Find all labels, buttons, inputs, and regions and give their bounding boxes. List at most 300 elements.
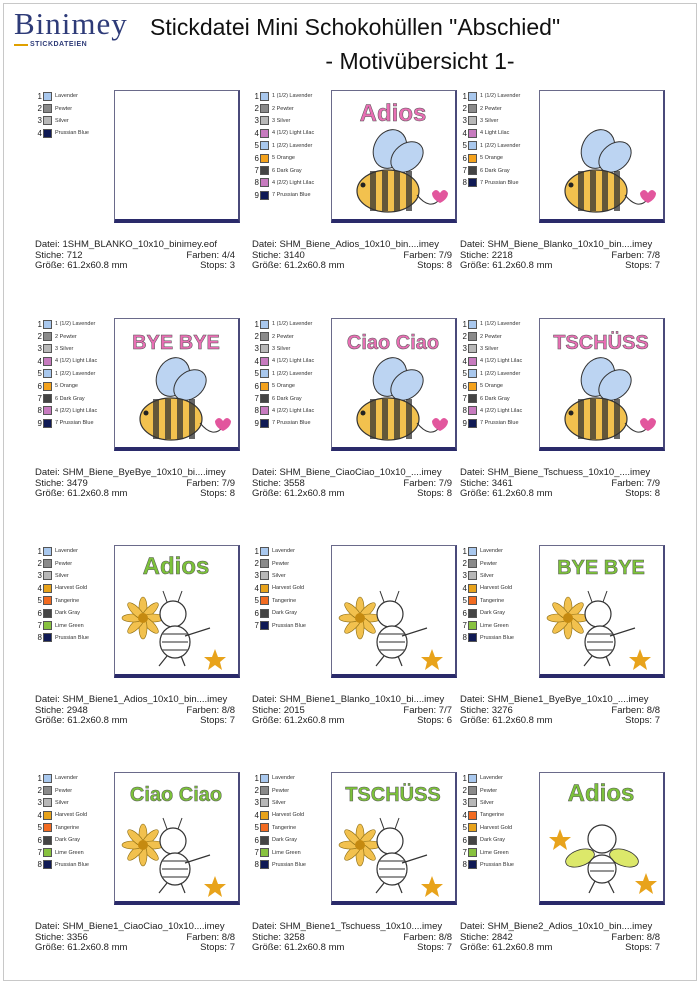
thread-swatch xyxy=(468,129,477,138)
thread-name: Harvest Gold xyxy=(272,585,305,592)
color-value: 7/8 xyxy=(646,249,660,261)
legend-row xyxy=(460,772,550,784)
datei-label: Datei: xyxy=(460,694,488,705)
legend-step-number: 2 xyxy=(37,104,42,114)
thread-swatch xyxy=(43,357,52,366)
thread-swatch xyxy=(260,92,269,101)
legend-row xyxy=(252,619,342,631)
stitch-value: 3258 xyxy=(283,931,305,943)
thread-swatch xyxy=(260,811,269,820)
thread-name: 1 (2/2) Lavender xyxy=(272,370,313,377)
stiche-label: Stiche: xyxy=(252,704,284,716)
legend-step-number: 6 xyxy=(462,835,467,845)
thread-name: Lime Green xyxy=(272,849,301,856)
embroidery-preview xyxy=(539,772,665,905)
thread-name: 7 Prussian Blue xyxy=(55,420,94,427)
legend-step-number: 5 xyxy=(462,369,467,379)
legend-step-number: 1 xyxy=(254,546,259,556)
stiche-label: Stiche: xyxy=(460,477,492,489)
stitch-value: 3461 xyxy=(491,477,513,489)
embroidery-preview xyxy=(331,772,457,905)
bee2-motif-illustration xyxy=(549,825,657,894)
file-info xyxy=(460,695,660,727)
size-row xyxy=(35,716,235,727)
legend-step-number: 7 xyxy=(254,848,259,858)
legend-row xyxy=(35,784,125,796)
legend-row xyxy=(35,859,125,871)
datei-label: Datei: xyxy=(35,921,63,932)
stops-label: Stops: xyxy=(625,488,655,499)
size-row xyxy=(460,261,660,272)
legend-row xyxy=(35,343,125,355)
thread-swatch xyxy=(468,178,477,187)
size-row xyxy=(252,489,452,500)
farben-label: Farben: xyxy=(186,931,222,943)
thread-swatch xyxy=(43,860,52,869)
thread-name: Lavender xyxy=(55,93,78,100)
thread-swatch xyxy=(260,836,269,845)
datei-label: Datei: xyxy=(460,239,488,250)
thread-swatch xyxy=(468,811,477,820)
thread-swatch xyxy=(260,394,269,403)
thread-swatch xyxy=(468,786,477,795)
thread-name: 4 (1/2) Light Lilac xyxy=(55,358,98,365)
stitch-value: 3356 xyxy=(66,931,88,943)
thread-swatch xyxy=(43,382,52,391)
legend-row xyxy=(460,570,550,582)
stitch-value: 3276 xyxy=(491,704,513,716)
thread-swatch xyxy=(43,129,52,138)
thread-name: Lavender xyxy=(480,548,503,555)
bee1-motif-illustration xyxy=(122,591,226,670)
legend-row xyxy=(35,330,125,342)
thread-name: Prussian Blue xyxy=(55,130,89,137)
legend-row xyxy=(252,102,342,114)
stops-value: 6 xyxy=(446,715,452,726)
file-name: SHM_Biene1_CiaoCiao_10x10....imey xyxy=(62,921,225,932)
thread-swatch xyxy=(468,571,477,580)
legend-step-number: 3 xyxy=(37,116,42,126)
legend-step-number: 9 xyxy=(462,418,467,428)
datei-label: Datei: xyxy=(460,921,488,932)
groesse-label: Größe: xyxy=(460,488,493,499)
legend-row xyxy=(252,772,342,784)
legend-step-number: 1 xyxy=(37,546,42,556)
legend-step-number: 1 xyxy=(462,546,467,556)
legend-row xyxy=(35,809,125,821)
thread-swatch xyxy=(468,357,477,366)
thread-swatch xyxy=(468,92,477,101)
legend-row xyxy=(252,405,342,417)
thread-name: 1 (1/2) Lavender xyxy=(480,93,521,100)
legend-step-number: 6 xyxy=(37,381,42,391)
thread-name: 4 (2/2) Light Lilac xyxy=(272,179,315,186)
thread-name: Pewter xyxy=(272,560,290,567)
legend-step-number: 1 xyxy=(37,773,42,783)
legend-row xyxy=(460,380,550,392)
legend-row xyxy=(252,189,342,201)
thread-name: Lavender xyxy=(480,775,503,782)
motif-preview-svg xyxy=(332,319,455,447)
thread-swatch xyxy=(260,344,269,353)
datei-label: Datei: xyxy=(460,467,488,478)
design-size xyxy=(252,716,344,727)
legend-row xyxy=(252,330,342,342)
thread-swatch xyxy=(468,860,477,869)
stops-value: 7 xyxy=(229,942,235,953)
datei-label: Datei: xyxy=(252,239,280,250)
farben-label: Farben: xyxy=(186,477,222,489)
bee1-motif-illustration xyxy=(339,591,443,670)
thread-swatch xyxy=(468,320,477,329)
groesse-label: Größe: xyxy=(252,260,285,271)
stops-label: Stops: xyxy=(625,260,655,271)
legend-step-number: 2 xyxy=(254,104,259,114)
thread-name: Harvest Gold xyxy=(480,824,513,831)
stitch-value: 2948 xyxy=(66,704,88,716)
thread-name: 3 Silver xyxy=(480,345,499,352)
legend-row xyxy=(460,809,550,821)
legend-row xyxy=(252,164,342,176)
thread-color-legend xyxy=(460,545,550,644)
legend-row xyxy=(35,772,125,784)
legend-row xyxy=(252,318,342,330)
color-value: 4/4 xyxy=(221,249,235,261)
farben-label: Farben: xyxy=(611,477,647,489)
legend-row xyxy=(252,368,342,380)
motif-preview-svg xyxy=(115,546,238,674)
thread-color-legend xyxy=(460,772,550,871)
groesse-label: Größe: xyxy=(35,942,68,953)
motif-preview-svg xyxy=(332,91,455,219)
bee1-motif-illustration xyxy=(122,818,226,897)
legend-row xyxy=(35,115,125,127)
size-row xyxy=(460,716,660,727)
thread-name: Silver xyxy=(480,799,494,806)
stops-value: 8 xyxy=(654,488,660,499)
thread-name: 6 Dark Gray xyxy=(272,395,302,402)
legend-step-number: 4 xyxy=(462,128,467,138)
thread-name: 2 Pewter xyxy=(480,105,502,112)
thread-swatch xyxy=(43,406,52,415)
thread-swatch xyxy=(260,848,269,857)
file-info xyxy=(35,695,235,727)
thread-name: Dark Gray xyxy=(272,610,298,617)
thread-swatch xyxy=(468,382,477,391)
thread-swatch xyxy=(468,596,477,605)
legend-step-number: 1 xyxy=(254,773,259,783)
thread-name: 3 Silver xyxy=(272,117,291,124)
size-value: 61.2x60.8 mm xyxy=(284,715,345,726)
groesse-label: Größe: xyxy=(35,260,68,271)
stiche-label: Stiche: xyxy=(252,249,284,261)
thread-name: Lavender xyxy=(272,548,295,555)
size-value: 61.2x60.8 mm xyxy=(492,715,553,726)
size-row xyxy=(252,943,452,954)
thread-name: 5 Orange xyxy=(272,155,295,162)
thread-swatch xyxy=(468,104,477,113)
thread-swatch xyxy=(468,406,477,415)
thread-name: Dark Gray xyxy=(480,837,506,844)
color-value: 8/8 xyxy=(221,704,235,716)
thread-swatch xyxy=(260,406,269,415)
design-size xyxy=(460,716,552,727)
file-info xyxy=(252,468,452,500)
design-size xyxy=(460,943,552,954)
legend-step-number: 2 xyxy=(462,332,467,342)
thread-name: 4 (1/2) Light Lilac xyxy=(480,358,523,365)
stops-value: 8 xyxy=(446,260,452,271)
file-info xyxy=(252,240,452,272)
motif-preview-svg xyxy=(332,773,455,901)
legend-step-number: 7 xyxy=(462,394,467,404)
thread-swatch xyxy=(43,419,52,428)
thread-color-legend xyxy=(460,90,550,189)
design-size xyxy=(460,261,552,272)
legend-row xyxy=(460,545,550,557)
thread-color-legend xyxy=(460,318,550,430)
legend-row xyxy=(252,140,342,152)
motif-preview-svg xyxy=(540,319,663,447)
legend-row xyxy=(460,417,550,429)
legend-row xyxy=(252,784,342,796)
thread-color-legend xyxy=(35,545,125,644)
legend-row xyxy=(460,405,550,417)
size-row xyxy=(252,716,452,727)
legend-row xyxy=(35,557,125,569)
size-row xyxy=(460,489,660,500)
thread-name: 4 (2/2) Light Lilac xyxy=(480,407,523,414)
design-size xyxy=(252,489,344,500)
legend-step-number: 8 xyxy=(254,406,259,416)
thread-swatch xyxy=(260,141,269,150)
legend-step-number: 5 xyxy=(462,823,467,833)
legend-row xyxy=(252,809,342,821)
groesse-label: Größe: xyxy=(252,942,285,953)
thread-swatch xyxy=(468,116,477,125)
legend-row xyxy=(35,834,125,846)
thread-swatch xyxy=(468,344,477,353)
thread-swatch xyxy=(43,344,52,353)
thread-name: 6 Dark Gray xyxy=(480,167,510,174)
file-info xyxy=(460,922,660,954)
legend-step-number: 5 xyxy=(37,369,42,379)
legend-row xyxy=(252,570,342,582)
size-value: 61.2x60.8 mm xyxy=(284,942,345,953)
stitch-value: 2218 xyxy=(491,249,513,261)
legend-row xyxy=(460,140,550,152)
legend-step-number: 7 xyxy=(254,394,259,404)
stiche-label: Stiche: xyxy=(460,249,492,261)
legend-step-number: 2 xyxy=(37,559,42,569)
design-size xyxy=(35,716,127,727)
logo-subtitle: STICKDATEIEN xyxy=(30,41,88,48)
legend-row xyxy=(252,127,342,139)
stiche-label: Stiche: xyxy=(35,704,67,716)
thread-name: Dark Gray xyxy=(480,610,506,617)
legend-step-number: 1 xyxy=(462,773,467,783)
legend-step-number: 6 xyxy=(37,608,42,618)
thread-swatch xyxy=(260,860,269,869)
legend-row xyxy=(252,859,342,871)
motif-preview-svg xyxy=(115,91,238,219)
embroidery-preview xyxy=(539,90,665,223)
motif-word: TSCHÜSS xyxy=(553,332,649,354)
thread-swatch xyxy=(43,836,52,845)
thread-name: Silver xyxy=(480,572,494,579)
thread-swatch xyxy=(468,848,477,857)
thread-swatch xyxy=(468,166,477,175)
file-name: SHM_Biene1_ByeBye_10x10_....imey xyxy=(487,694,649,705)
stop-count xyxy=(625,261,660,272)
legend-row xyxy=(35,545,125,557)
legend-step-number: 4 xyxy=(37,356,42,366)
thread-name: 6 Dark Gray xyxy=(55,395,85,402)
legend-step-number: 4 xyxy=(254,810,259,820)
legend-step-number: 4 xyxy=(37,810,42,820)
stitch-value: 2015 xyxy=(283,704,305,716)
thread-name: 4 (2/2) Light Lilac xyxy=(55,407,98,414)
thread-name: Lime Green xyxy=(480,849,509,856)
thread-swatch xyxy=(468,836,477,845)
stops-value: 7 xyxy=(654,942,660,953)
stops-label: Stops: xyxy=(625,942,655,953)
legend-row xyxy=(460,582,550,594)
legend-row xyxy=(35,570,125,582)
thread-swatch xyxy=(468,141,477,150)
legend-step-number: 1 xyxy=(37,319,42,329)
size-row xyxy=(252,261,452,272)
thread-swatch xyxy=(43,798,52,807)
color-value: 8/8 xyxy=(221,931,235,943)
motif-word: Adios xyxy=(142,553,210,580)
thread-swatch xyxy=(260,571,269,580)
legend-step-number: 7 xyxy=(37,394,42,404)
legend-step-number: 7 xyxy=(254,621,259,631)
thread-swatch xyxy=(468,609,477,618)
motif-word: TSCHÜSS xyxy=(345,784,441,806)
stop-count xyxy=(200,261,235,272)
legend-row xyxy=(460,859,550,871)
embroidery-preview xyxy=(114,545,240,678)
stop-count xyxy=(625,716,660,727)
thread-name: 2 Pewter xyxy=(272,105,294,112)
thread-name: Dark Gray xyxy=(272,837,298,844)
design-size xyxy=(35,261,127,272)
thread-swatch xyxy=(260,798,269,807)
thread-swatch xyxy=(260,116,269,125)
legend-row xyxy=(35,368,125,380)
legend-row xyxy=(460,318,550,330)
legend-row xyxy=(460,368,550,380)
legend-step-number: 4 xyxy=(462,810,467,820)
stop-count xyxy=(417,943,452,954)
legend-step-number: 8 xyxy=(462,178,467,188)
embroidery-preview xyxy=(331,545,457,678)
legend-row xyxy=(460,343,550,355)
thread-name: Prussian Blue xyxy=(272,622,306,629)
thread-name: 5 Orange xyxy=(272,383,295,390)
legend-row xyxy=(35,318,125,330)
motif-word: BYE BYE xyxy=(557,557,645,579)
thread-name: 1 (1/2) Lavender xyxy=(55,321,96,328)
farben-label: Farben: xyxy=(403,704,439,716)
thread-swatch xyxy=(468,633,477,642)
embroidery-preview xyxy=(114,772,240,905)
thread-name: 5 Orange xyxy=(55,383,78,390)
thread-swatch xyxy=(43,104,52,113)
thread-swatch xyxy=(260,559,269,568)
thread-swatch xyxy=(260,320,269,329)
thread-color-legend xyxy=(35,318,125,430)
legend-step-number: 7 xyxy=(254,166,259,176)
thread-swatch xyxy=(43,571,52,580)
embroidery-preview xyxy=(114,318,240,451)
thread-swatch xyxy=(43,609,52,618)
thread-name: Harvest Gold xyxy=(272,812,305,819)
farben-label: Farben: xyxy=(611,249,647,261)
legend-step-number: 6 xyxy=(254,153,259,163)
stops-label: Stops: xyxy=(417,260,447,271)
legend-step-number: 5 xyxy=(37,596,42,606)
file-name: SHM_Biene_CiaoCiao_10x10_....imey xyxy=(279,467,442,478)
legend-row xyxy=(35,822,125,834)
motif-card xyxy=(35,545,250,770)
farben-label: Farben: xyxy=(403,249,439,261)
groesse-label: Größe: xyxy=(35,715,68,726)
thread-name: Prussian Blue xyxy=(272,861,306,868)
motif-word: Ciao Ciao xyxy=(346,332,440,354)
thread-color-legend xyxy=(35,772,125,871)
stop-count xyxy=(625,943,660,954)
legend-step-number: 8 xyxy=(462,633,467,643)
thread-name: Prussian Blue xyxy=(480,861,514,868)
legend-step-number: 3 xyxy=(462,571,467,581)
thread-name: Prussian Blue xyxy=(55,861,89,868)
size-value: 61.2x60.8 mm xyxy=(67,260,128,271)
datei-label: Datei: xyxy=(252,694,280,705)
legend-step-number: 1 xyxy=(254,319,259,329)
file-name: SHM_Biene_Tschuess_10x10_....imey xyxy=(487,467,651,478)
legend-step-number: 7 xyxy=(462,848,467,858)
thread-swatch xyxy=(43,332,52,341)
design-size xyxy=(35,489,127,500)
logo-wordmark: Binimey xyxy=(14,6,128,41)
file-info xyxy=(460,240,660,272)
stitch-value: 712 xyxy=(66,249,83,261)
groesse-label: Größe: xyxy=(252,488,285,499)
thread-name: 3 Silver xyxy=(480,117,499,124)
bee-motif-illustration xyxy=(140,352,231,440)
legend-step-number: 8 xyxy=(462,860,467,870)
stops-label: Stops: xyxy=(417,488,447,499)
legend-step-number: 5 xyxy=(254,596,259,606)
legend-row xyxy=(460,797,550,809)
legend-step-number: 3 xyxy=(254,116,259,126)
legend-row xyxy=(460,632,550,644)
legend-row xyxy=(35,380,125,392)
size-value: 61.2x60.8 mm xyxy=(284,488,345,499)
file-name: SHM_Biene2_Adios_10x10_bin....imey xyxy=(487,921,653,932)
thread-name: 1 (2/2) Lavender xyxy=(272,142,313,149)
motif-preview-svg xyxy=(540,91,663,219)
motif-card xyxy=(35,90,250,315)
thread-name: 2 Pewter xyxy=(55,333,77,340)
stops-label: Stops: xyxy=(625,715,655,726)
stops-label: Stops: xyxy=(200,488,230,499)
stop-count xyxy=(417,261,452,272)
legend-step-number: 4 xyxy=(462,356,467,366)
